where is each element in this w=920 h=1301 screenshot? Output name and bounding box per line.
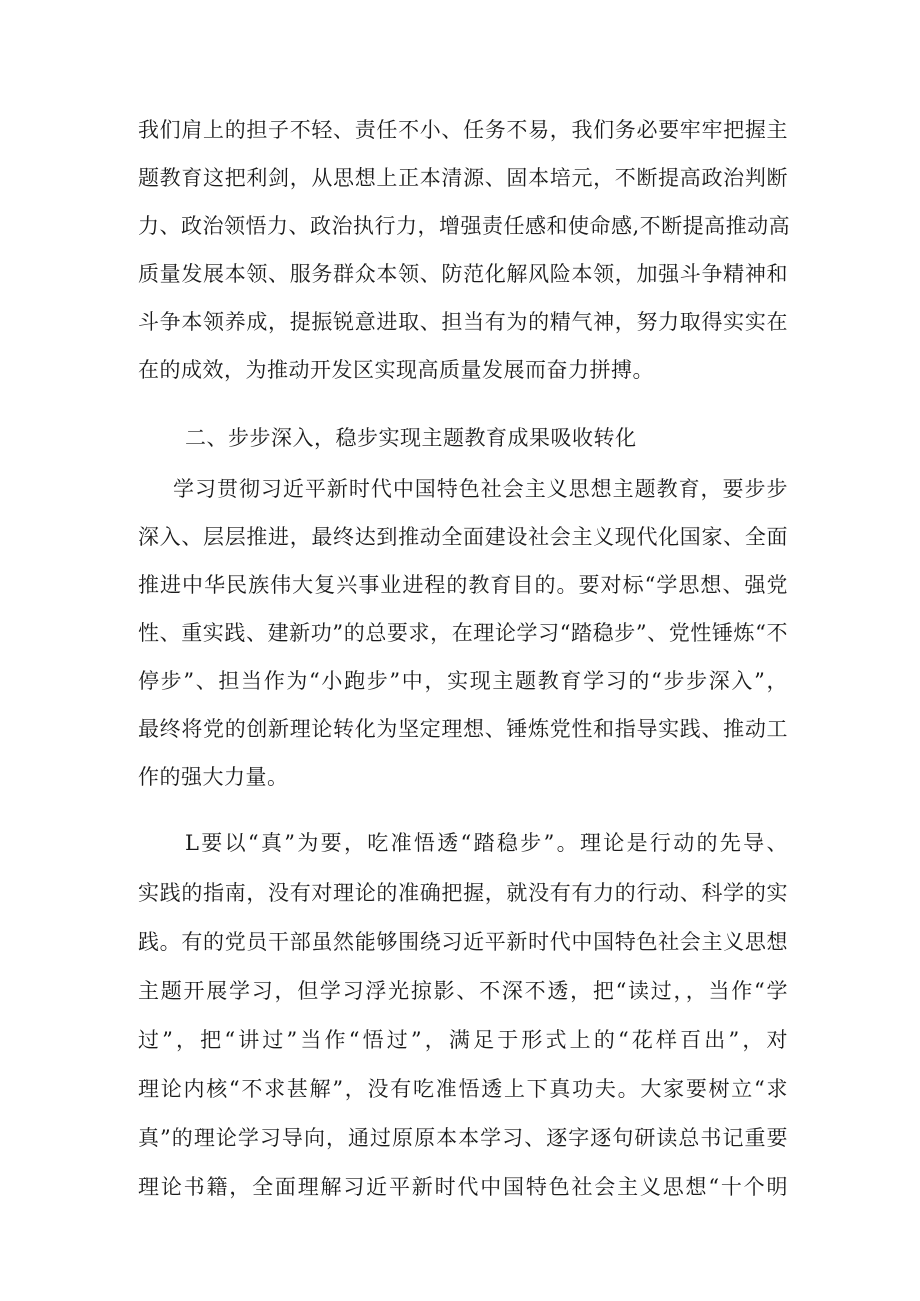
text-line: 深入、层层推进，最终达到推动全面建设社会主义现代化国家、全面 <box>138 525 788 549</box>
text-line: 实践的指南，没有对理论的准确把握，就没有有力的行动、科学的实 <box>138 881 788 905</box>
text-line: 质量发展本领、服务群众本领、防范化解风险本领，加强斗争精神和 <box>138 262 788 286</box>
text-line: 主题开展学习，但学习浮光掠影、不深不透，把“读过，，当作“学 <box>138 979 788 1003</box>
text-line: 在的成效，为推动开发区实现高质量发展而奋力拼搏。 <box>138 358 654 382</box>
paragraph-first-line: 学习贯彻习近平新时代中国特色社会主义思想主题教育，要步步 <box>173 477 788 501</box>
text-line: 题教育这把利剑，从思想上正本清源、固本培元，不断提高政治判断 <box>138 166 788 190</box>
section-heading: 二、步步深入，稳步实现主题教育成果吸收转化 <box>185 426 637 450</box>
text-line: 停步”、担当作为“小跑步”中，实现主题教育学习的“步步深入”， <box>138 669 788 693</box>
text-line: 我们肩上的担子不轻、责任不小、任务不易，我们务必要牢牢把握主 <box>138 118 788 142</box>
text-line: 推进中华民族伟大复兴事业进程的教育目的。要对标“学思想、强党 <box>138 573 788 597</box>
text-line: 斗争本领养成，提振锐意进取、担当有为的精气神，努力取得实实在 <box>138 310 788 334</box>
text-line: 力、政治领悟力、政治执行力，增强责任感和使命感,不断提高推动高 <box>138 214 791 238</box>
text-line: 理论内核“不求甚解”，没有吃准悟透上下真功夫。大家要树立“求 <box>138 1077 788 1101</box>
text-line: 性、重实践、建新功”的总要求，在理论学习“踏稳步”、党性锤炼“不 <box>138 621 788 645</box>
paragraph-first-line: L要以“真”为要，吃准悟透“踏稳步”。理论是行动的先导、 <box>185 831 788 855</box>
text-line: 理论书籍，全面理解习近平新时代中国特色社会主义思想“十个明 <box>138 1175 788 1199</box>
text-line: 作的强大力量。 <box>138 765 289 789</box>
text-line: 过”，把“讲过”当作“悟过”，满足于形式上的“花样百出”，对 <box>138 1028 788 1052</box>
text-line: 践。有的党员干部虽然能够围绕习近平新时代中国特色社会主义思想 <box>138 930 788 954</box>
text-line: 真”的理论学习导向，通过原原本本学习、逐字逐句研读总书记重要 <box>138 1126 788 1150</box>
text-line: 最终将党的创新理论转化为坚定理想、锤炼党性和指导实践、推动工 <box>138 717 788 741</box>
